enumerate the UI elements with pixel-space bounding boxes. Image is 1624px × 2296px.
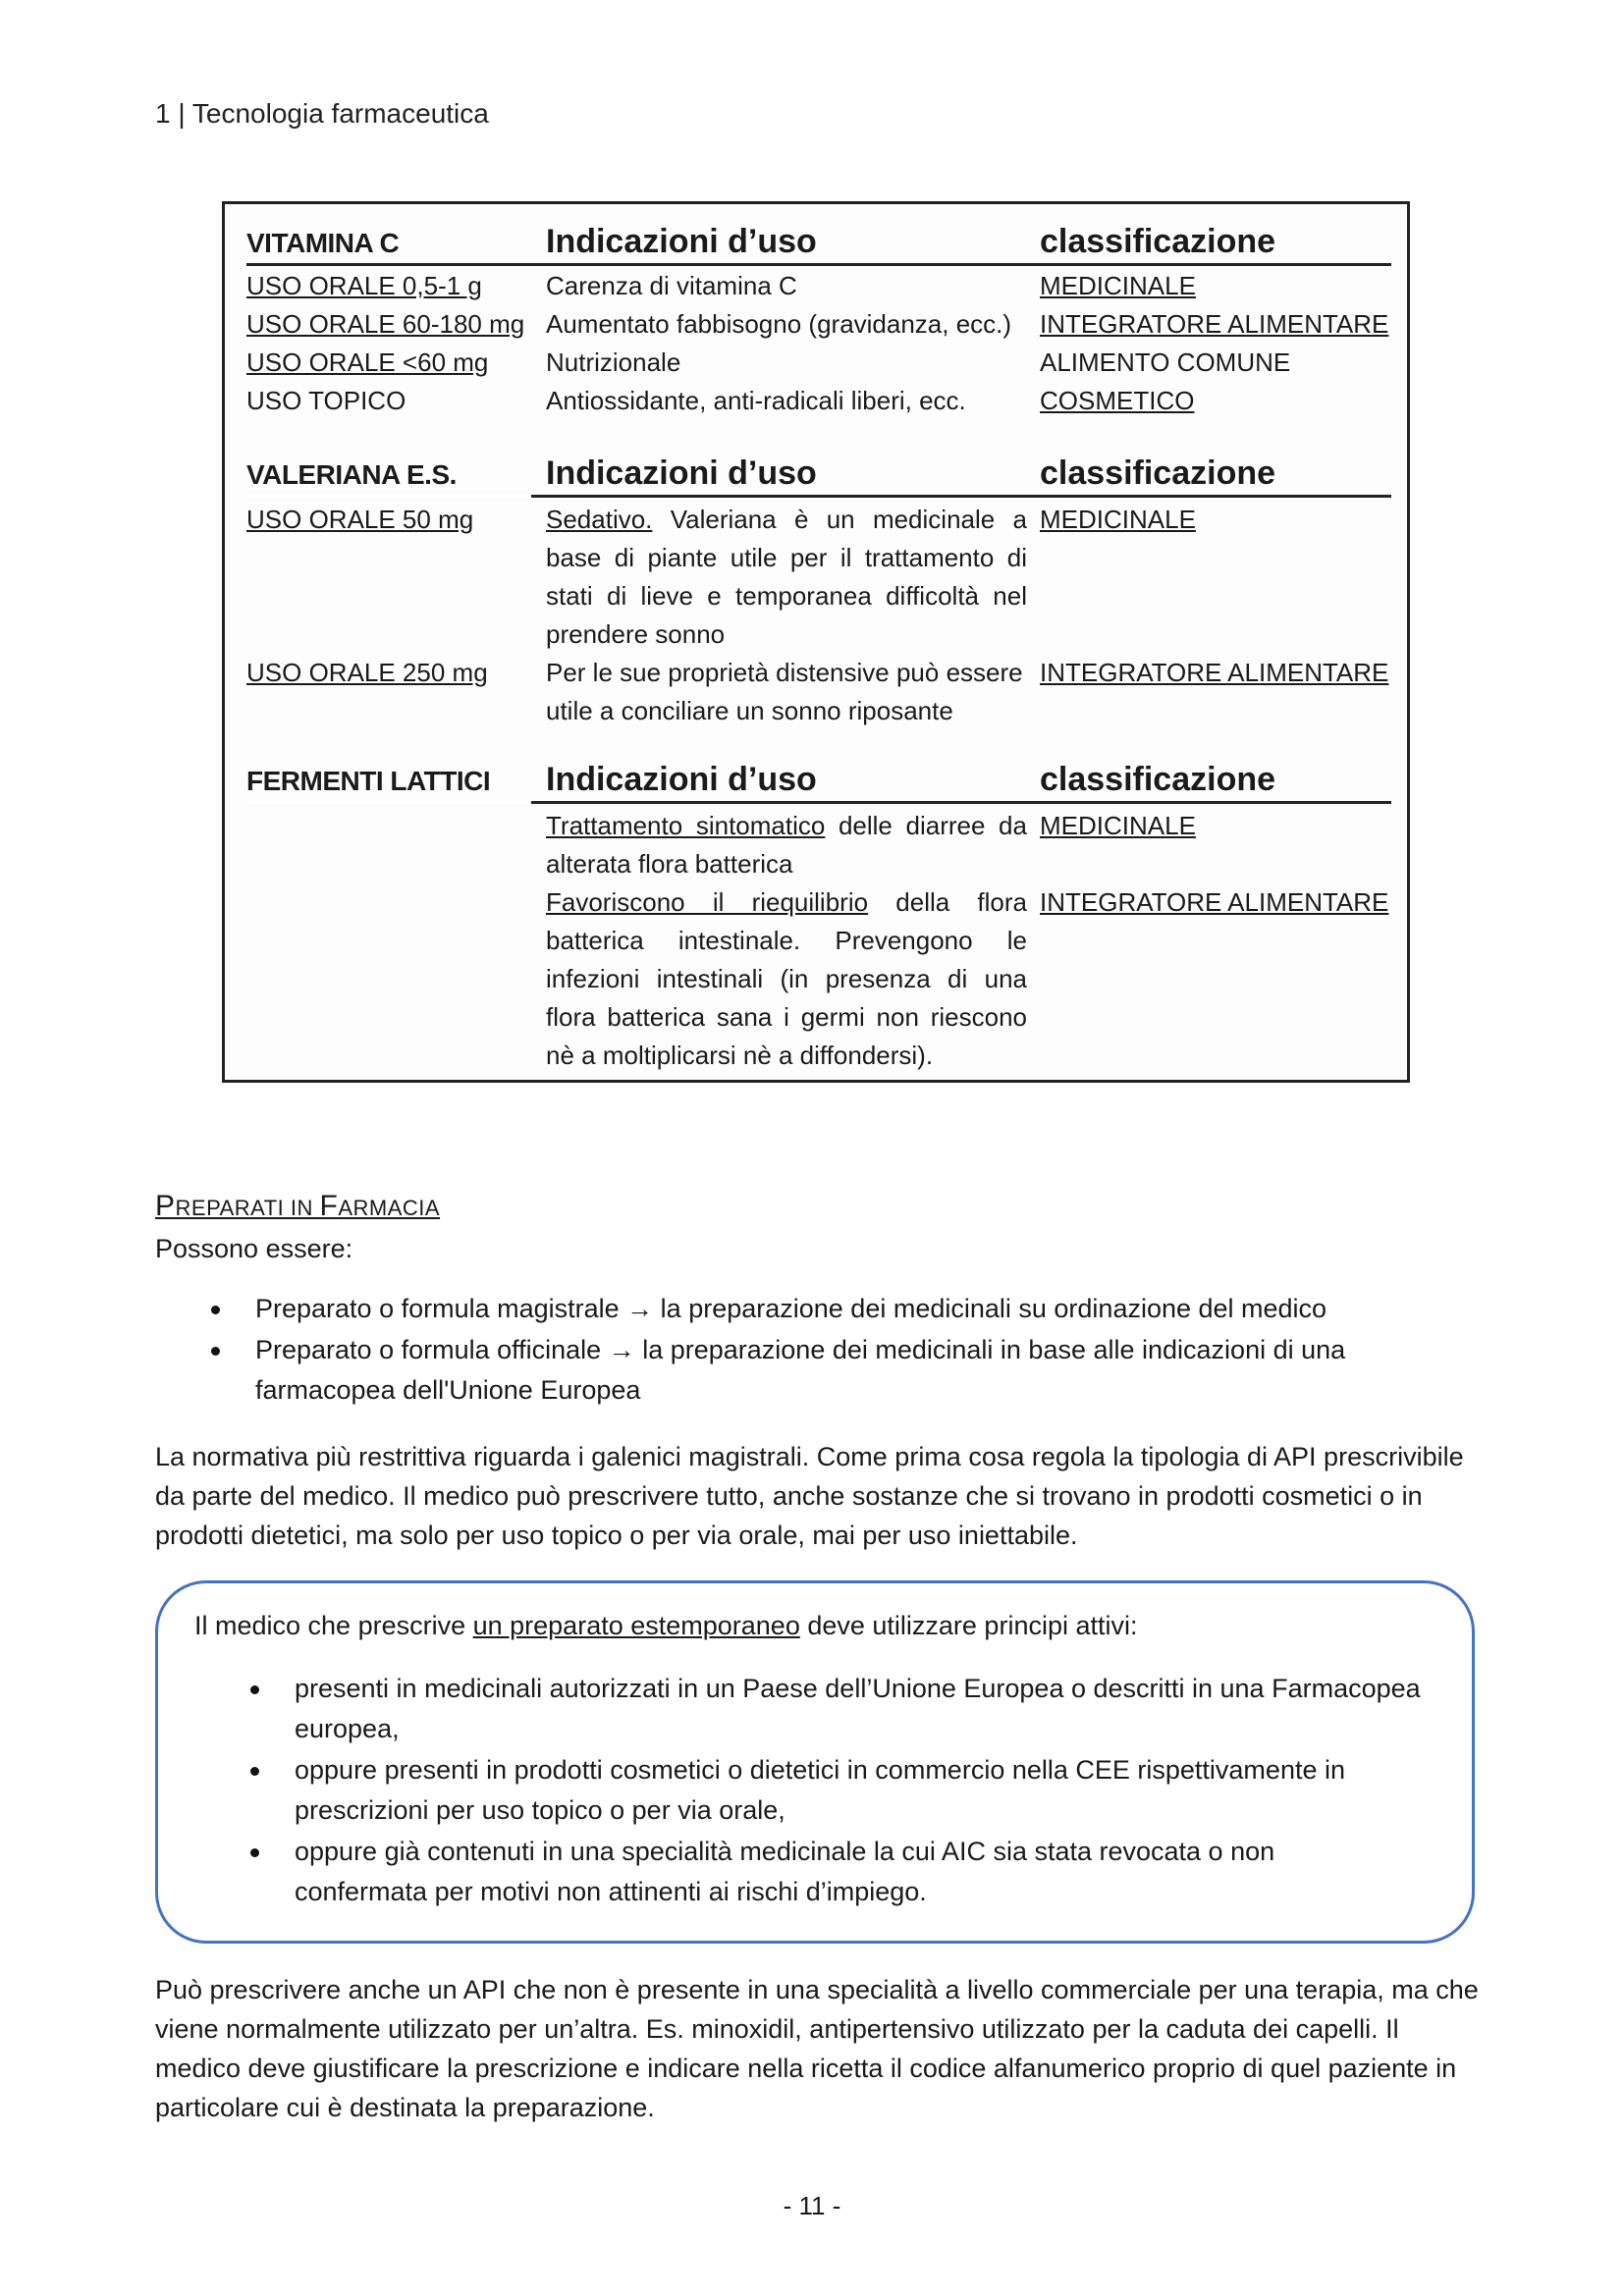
callout-bullet: oppure già contenuti in una specialità medicinale la cui AIC sia stata revocata o non confermata per motivi non attinenti ai rischi d’impiego. (295, 1837, 1275, 1906)
classification-header: classificazione (1040, 454, 1276, 492)
callout-bullet: presenti in medicinali autorizzati in un Paese dell’Unione Europea o descritti in una Farmacopea europea, (295, 1674, 1421, 1743)
title-part: REPARATI IN (175, 1196, 320, 1220)
title-initial: P (155, 1190, 176, 1222)
indication-cell: Antiossidante, anti-radicali liberi, ecc. (546, 386, 966, 415)
section-fermenti-lattici (246, 760, 1391, 1070)
title-part: ARMACIA (338, 1196, 441, 1220)
callout-intro (194, 1606, 1451, 1645)
section-title (155, 1190, 440, 1223)
paragraph: La normativa più restrittiva riguarda i galenici magistrali. Come prima cosa regola la tipologia di API prescrivibile da parte del medico. Il medico può prescrivere tutto, anche sostanze che si trovano in prodotti cosmetici o in prodotti dietetici, ma solo per uso topico o per via orale, mai per uso iniettabile. (155, 1442, 1464, 1550)
use-cell: USO TOPICO (246, 386, 406, 415)
classification-cell: MEDICINALE (1040, 811, 1196, 840)
bullet-dot (211, 1347, 220, 1356)
classification-header: classificazione (1040, 761, 1276, 798)
page-number: - 11 - (783, 2191, 841, 2220)
indication-cell (546, 501, 1027, 654)
classification-cell: INTEGRATORE ALIMENTARE (1040, 887, 1389, 917)
section-header (246, 454, 1391, 498)
bullet-dot (211, 1306, 220, 1314)
use-cell: USO ORALE 60-180 mg (246, 309, 525, 339)
indication-lead: Favoriscono il riequilibrio (546, 887, 869, 917)
indications-header: Indicazioni d’uso (546, 223, 817, 260)
indication-text: Valeriana è un medicinale a base di piante utile per il trattamento di stati di lieve e temporanea difficoltà nel prendere sonno (546, 505, 1027, 649)
section-valeriana (246, 454, 1391, 725)
callout-text: deve utilizzare principi attivi: (799, 1611, 1138, 1640)
indication-cell: Carenza di vitamina C (546, 271, 797, 300)
product-name: VALERIANA E.S. (246, 459, 457, 490)
classification-cell: MEDICINALE (1040, 271, 1196, 300)
classification-cell: INTEGRATORE ALIMENTARE (1040, 658, 1389, 687)
use-cell: USO ORALE 50 mg (246, 505, 474, 534)
paragraph: Può prescrivere anche un API che non è presente in una specialità a livello commerciale per una terapia, ma che viene normalmente utilizzato per un’altra. Es. minoxidil, antipertensivo utilizzato per la caduta dei capelli. Il medico deve giustificare la prescrizione e indicare nella ricetta il codice alfanumerico proprio di quel paziente in particolare cui è destinata la preparazione. (155, 1975, 1479, 2122)
classification-cell: ALIMENTO COMUNE (1040, 347, 1291, 377)
bullet-dot (250, 1848, 259, 1857)
classification-header: classificazione (1040, 223, 1276, 260)
section-vitamina-c (246, 222, 1391, 415)
use-cell: USO ORALE 0,5-1 g (246, 271, 482, 300)
bullet-item: Preparato o formula officinale → la preparazione dei medicinali in base alle indicazioni di una farmacopea dell'Unione Europea (255, 1335, 1346, 1405)
indication-cell (546, 883, 1027, 1075)
bullet-dot (250, 1685, 259, 1694)
classification-cell: INTEGRATORE ALIMENTARE (1040, 309, 1389, 339)
callout-underlined: un preparato estemporaneo (472, 1611, 800, 1640)
intro-text: Possono essere: (155, 1234, 353, 1263)
indication-cell: Aumentato fabbisogno (gravidanza, ecc.) (546, 309, 1012, 339)
section-header (246, 222, 1391, 266)
product-name: VITAMINA C (246, 228, 400, 258)
indication-cell (546, 807, 1027, 883)
callout-text: Il medico che prescrive (194, 1611, 473, 1640)
title-initial: F (319, 1190, 339, 1222)
product-name: FERMENTI LATTICI (246, 766, 491, 796)
indication-text: della flora batterica intestinale. Prevengono le infezioni intestinali (in presenza di una flora batterica sana i germi non riescono nè a moltiplicarsi nè a diffondersi). (546, 887, 1027, 1070)
header-gap (246, 801, 531, 804)
indications-header: Indicazioni d’uso (546, 454, 817, 492)
indication-text: delle diarree da alterata flora batterica (546, 811, 1027, 879)
callout-bullet: oppure presenti in prodotti cosmetici o dietetici in commercio nella CEE rispettivamente in prescrizioni per uso topico o per via orale, (295, 1755, 1345, 1825)
section-header (246, 760, 1391, 804)
page-header: 1 | Tecnologia farmaceutica (155, 98, 489, 129)
use-cell: USO ORALE 250 mg (246, 658, 488, 687)
indications-header: Indicazioni d’uso (546, 761, 817, 798)
bullet-item: Preparato o formula magistrale → la preparazione dei medicinali su ordinazione del medico (255, 1294, 1327, 1323)
scanned-table-figure (222, 201, 1410, 1083)
bullet-dot (250, 1767, 259, 1776)
use-cell: USO ORALE <60 mg (246, 347, 489, 377)
indication-cell: Per le sue proprietà distensive può essere utile a conciliare un sonno riposante (546, 658, 1023, 725)
classification-cell: MEDICINALE (1040, 505, 1196, 534)
indication-lead: Trattamento sintomatico (546, 811, 826, 840)
classification-cell: COSMETICO (1040, 386, 1195, 415)
header-gap (246, 495, 531, 498)
indication-lead: Sedativo. (546, 505, 653, 534)
indication-cell: Nutrizionale (546, 347, 681, 377)
